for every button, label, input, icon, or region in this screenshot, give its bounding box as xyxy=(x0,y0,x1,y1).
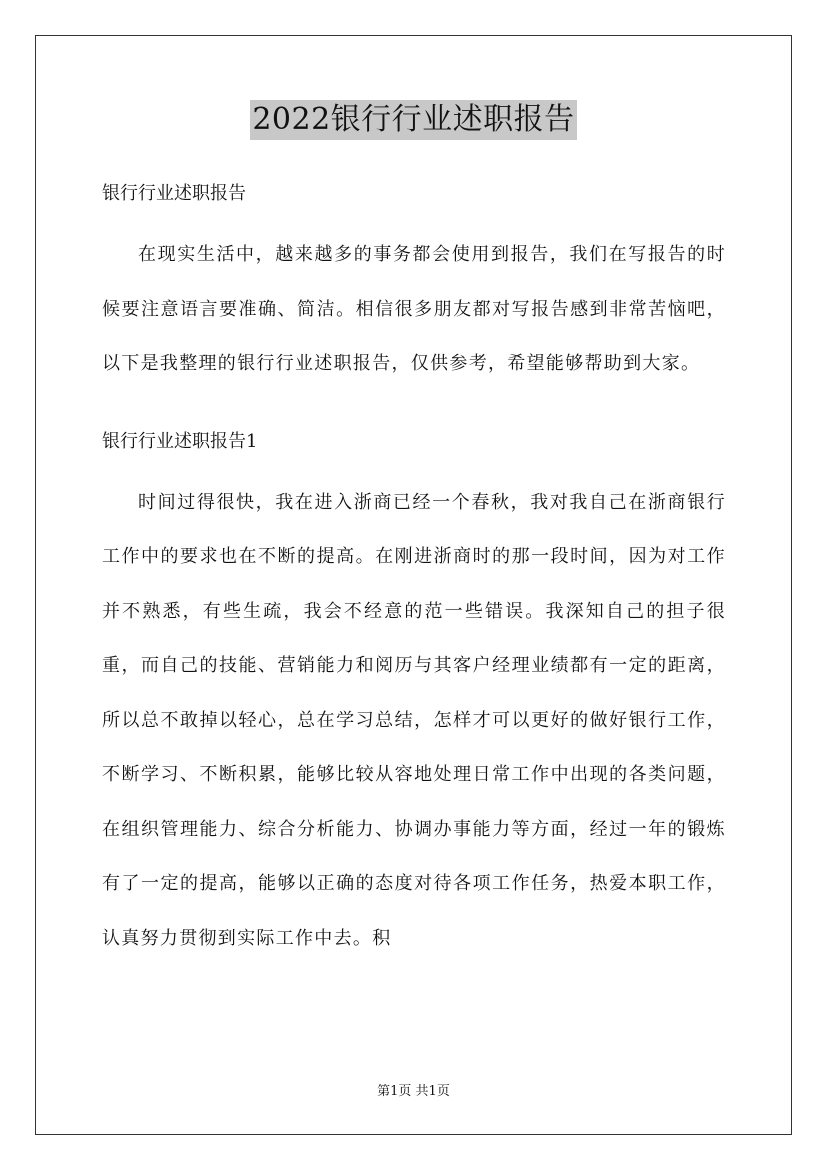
document-title: 2022银行行业述职报告 xyxy=(250,100,576,140)
section-heading: 银行行业述职报告1 xyxy=(102,430,258,452)
intro-paragraph: 在现实生活中，越来越多的事务都会使用到报告，我们在写报告的时候要注意语言要准确、简洁。相信很多朋友都对写报告感到非常苦恼吧，以下是我整理的银行行业述职报告，仅供参考，希望能够帮助到大家。 xyxy=(102,244,726,374)
section-paragraph: 时间过得很快，我在进入浙商已经一个春秋，我对我自己在浙商银行工作中的要求也在不断的提高。在刚进浙商时的那一段时间，因为对工作并不熟悉，有些生疏，我会不经意的范一些错误。我深知自己的担子很重，而自己的技能、营销能力和阅历与其客户经理业绩都有一定的距离，所以总不敢掉以轻心，总在学习总结，怎样才可以更好的做好银行工作，不断学习、不断积累，能够比较从容地处理日常工作中出现的各类问题，在组织管理能力、综合分析能力、协调办事能力等方面，经过一年的锻炼有了一定的提高，能够以正确的态度对待各项工作任务，热爱本职工作，认真努力贯彻到实际工作中去。积 xyxy=(102,491,726,949)
page-footer: 第1页 共1页 xyxy=(377,1084,450,1099)
section-spacer xyxy=(102,392,726,426)
document-subtitle: 银行行业述职报告 xyxy=(102,183,246,204)
document-body xyxy=(102,178,726,966)
title-container xyxy=(0,100,827,140)
